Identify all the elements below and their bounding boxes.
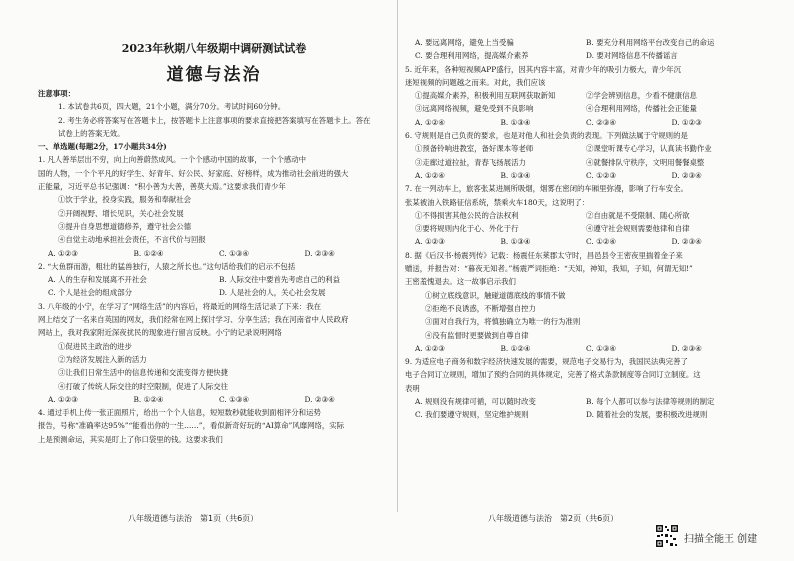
question-4 (38, 406, 390, 446)
question-4-options-line: C. 要合理利用网络，提高媒介素养 (415, 51, 529, 61)
question-7-line: 7. 在一列动车上，旅客张某进厕所吸烟，烟雾在密闭的车厢里弥漫，影响了行车安全。 (405, 184, 688, 194)
question-9 (405, 355, 757, 395)
question-3-options-line: B. ①②④ (133, 394, 164, 404)
question-8-line: 赠送，并报告对：“暮夜无知者。”杨震严词拒绝：“天知，神知，我知，子知，何谓无知!” (405, 264, 693, 274)
question-4-options-line: B. 要充分利用网络平台改变自己的命运 (586, 38, 715, 47)
question-6-options-line: C. ①②③ (586, 170, 616, 180)
question-7-items-line: ①不得损害其他公民的合法权利 (415, 210, 519, 220)
notes (38, 100, 390, 140)
question-5-items-line: ③远离网络视频，避免受到不良影响 (415, 104, 534, 114)
question-8-items-line: ④没有监督时更要做到自尊自律 (425, 330, 529, 340)
scanner-brand-label: 扫描全能王 创建 (684, 534, 758, 545)
notes-line: 1. 本试卷共6页，四大题，21个小题，满分70分。考试时间60分钟。 (58, 102, 286, 112)
question-1-options-line: C. ①③④ (219, 248, 249, 258)
page-2 (405, 0, 757, 510)
notes-line: 2. 考生务必将答案写在答题卡上，按答题卡上注意事项的要求直接把答案填写在答题卡上。答在 (58, 115, 371, 125)
question-5 (405, 63, 757, 90)
question-7-items (405, 209, 757, 236)
notes-title: 注意事项： (38, 89, 75, 98)
question-7-options-line: C. ①②④ (586, 237, 616, 247)
question-9-line: 表明 (405, 383, 420, 393)
question-9-options (405, 395, 757, 422)
question-2 (38, 260, 390, 273)
question-1-options-line: A. ①②③ (48, 248, 78, 258)
page-divider (397, 0, 398, 512)
question-2-options (38, 273, 390, 300)
question-6-options-line: D. ②③④ (671, 170, 702, 180)
question-3-items (38, 340, 390, 393)
question-8-options-line: C. ①③④ (586, 343, 616, 353)
question-3-items-line: ①促进民主政治的进步 (58, 341, 132, 351)
question-6-items-line: ②课堂听课专心学习，认真读书勤作业 (586, 144, 712, 154)
question-3-items-line: ③让我们日常生活中的信息传递和交流变得方便快捷 (58, 368, 228, 378)
question-6-options (405, 169, 757, 182)
question-7 (405, 182, 757, 209)
question-9-options-line: A. 规则没有规律可循，可以随时改变 (415, 397, 536, 407)
question-4-line: 报告，号称“准确率达95%”“能看出你的一生……”，看似新奇好玩的“AI算命”风靡网络，实际 (38, 421, 345, 431)
question-2-options-line: A. 人的生存和发展离不开社会 (48, 275, 147, 285)
question-4-options-line: D. 要对网络信息不传播谣言 (586, 51, 678, 61)
question-2-options-line: C. 个人是社会的组成部分 (48, 288, 132, 298)
question-5-options-line: B. ①③④ (500, 117, 531, 127)
question-6-line: 6. 守规则是自己负责的要求，也是对他人和社会负责的表现。下列做法属于守规则的是 (405, 131, 688, 141)
question-5-options (405, 116, 757, 129)
question-1-items (38, 193, 390, 246)
question-5-items (405, 89, 757, 116)
question-9-options-line: C. 我们要遵守规则，坚定维护规则 (415, 410, 529, 420)
question-3-options-line: C. ①③④ (219, 394, 249, 404)
question-9-line: 电子合同订立规则，增加了预约合同的具体规定，完善了格式条款制度等合同订立制度。这 (405, 370, 701, 380)
question-3-line: 3. 八年级的小宁，在学习了“网络生活”的内容后，将最近的网络生活记录了下来：我在 (38, 301, 322, 311)
question-6-items-line: ④就餐排队守秩序，文明用餐餐桌整 (586, 157, 705, 167)
question-5-options-line: A. ①②④ (415, 117, 445, 127)
question-8 (405, 249, 757, 289)
question-1-line: 国的人物，一个个平凡的好学生、好青年、好公民、好家庭、好榜样，成为推动社会前进的强大 (38, 168, 349, 178)
question-1-items-line: ①饮于学业，投身实践，服务和奉献社会 (58, 195, 192, 205)
question-5-items-line: ②学会辨别信息，少看不健康信息 (586, 91, 697, 101)
notes-line: 试卷上的答案无效。 (58, 128, 125, 138)
question-1-options (38, 247, 390, 260)
question-3-line: 网站上，我对我家附近深夜扰民的现象进行留言反映。小宁的记录说明网络 (38, 328, 282, 338)
question-1-items-line: ③提升自身思想道德修养，遵守社会公德 (58, 221, 192, 231)
question-3-options-line: D. ②③④ (304, 394, 335, 404)
question-3-items-line: ②为经济发展注入新的活力 (58, 354, 147, 364)
question-4-options (405, 36, 757, 63)
question-7-options-line: D. ②③④ (671, 237, 702, 247)
question-7-options (405, 235, 757, 248)
question-4-line: 4. 通过手机上传一张正面照片，给出一个个人信息，短短数秒就能收到面相评分和运势 (38, 408, 321, 418)
page-1 (38, 0, 390, 510)
subject-title: 道德与法治 (166, 65, 262, 85)
question-6-items (405, 142, 757, 169)
question-7-line: 张某被油入铁路征信系统，禁乘火车180天，这说明了： (405, 197, 590, 207)
question-6-items-line: ①预备铃响进教室，备好课本等老师 (415, 144, 534, 154)
question-8-options (405, 342, 757, 355)
question-1-line: 正能量，习近平总书记强调：“积小善为大善，善莫大焉。”这要求我们青少年 (38, 182, 286, 192)
question-1-options-line: D. ②③④ (304, 248, 335, 258)
question-9-options-line: B. 每个人都可以参与法律等规则的制定 (586, 397, 715, 407)
question-4-options-line: A. 要远离网络，避免上当受骗 (415, 38, 514, 47)
question-4-line: 上是预测命运，其实是盯上了你口袋里的钱。这要求我们 (38, 434, 223, 444)
exam-title: 2023年秋期八年级期中调研测试试卷 (121, 42, 307, 55)
question-2-line: 2. “大鱼群而游，粗壮的猛兽独行，人猿之所长也。”这句话给我们的启示不包括 (38, 261, 296, 271)
question-9-options-line: D. 随着社会的发展，要积极改进规则 (586, 410, 708, 420)
question-3 (38, 300, 390, 340)
question-3-options (38, 393, 390, 406)
question-8-options-line: D. ②③④ (671, 343, 702, 353)
question-8-items-line: ①树立底线意识，触碰道德底线的事情不做 (425, 290, 566, 300)
question-7-items-line: ④遵守社会规则需要他律和自律 (586, 224, 690, 234)
question-5-line: 迷短视频的问题越之而来。对此，我们应该 (405, 77, 546, 87)
question-8-options-line: A. ①②③ (415, 343, 445, 353)
question-1-line: 1. 凡人善举层出不穷，向上向善蔚然成风。一个个感动中国的故事，一个个感动中 (38, 155, 307, 165)
question-3-items-line: ④打破了传统人际交往的时空限制，促进了人际交往 (58, 381, 228, 391)
question-2-options-line: D. 人是社会的人，关心社会发展 (219, 288, 326, 298)
footer-page-1: 八年级道德与法治 第1页（共6页） (128, 514, 259, 523)
question-8-items (405, 289, 757, 342)
question-8-line: 王密羞愧退去。这一故事启示我们 (405, 277, 516, 287)
question-6-items-line: ③走廊过道拉扯，青春飞扬展活力 (415, 157, 526, 167)
question-3-options-line: A. ①②③ (48, 394, 78, 404)
question-5-items-line: ①提高媒介素养，积极利用互联网获取新知 (415, 91, 556, 101)
question-1-options-line: B. ①②④ (133, 248, 164, 258)
question-8-items-line: ③面对自我行为，将慎独确立为唯一的行为准则 (425, 317, 581, 327)
question-7-options-line: A. ①②③ (415, 237, 445, 247)
section-1-title: 一、单选题(每题2分，17小题共34分) (38, 142, 167, 152)
question-1 (38, 153, 390, 193)
question-7-items-line: ③要将规则内化于心、外化于行 (415, 224, 519, 234)
question-1-items-line: ④自觉主动地承担社会责任，不言代价与回报 (58, 235, 206, 245)
question-8-options-line: B. ①②④ (500, 343, 531, 353)
question-7-options-line: B. ①③④ (500, 237, 531, 247)
question-9-line: 9. 为适应电子商务和数字经济快速发展的需要，规范电子交易行为，我国民法典完善了 (405, 357, 688, 367)
question-5-options-line: D. ①②③ (671, 117, 702, 127)
question-1-items-line: ②开阔视野、增长见识，关心社会发展 (58, 208, 184, 218)
qr-code-icon (655, 524, 679, 548)
footer-page-2: 八年级道德与法治 第2页（共6页） (488, 514, 619, 523)
question-8-items-line: ②拒绝不良诱惑，不断增强自控力 (425, 303, 536, 313)
question-5-line: 5. 近年来，各种短视频APP盛行，因其内容丰富，对青少年的吸引力极大，青少年沉 (405, 64, 681, 74)
question-3-line: 网上结交了一名来自英国的网友，我们经常在网上探讨学习、分享生活；我在河南省中人民政府 (38, 315, 349, 325)
question-6-options-line: B. ①③④ (500, 170, 531, 180)
question-5-options-line: C. ②③④ (586, 117, 616, 127)
question-2-options-line: B. 人际交往中要首先考虑自己的利益 (219, 275, 340, 285)
question-7-items-line: ②自由就是不受限制、随心所欲 (586, 210, 690, 220)
question-8-line: 8. 据《后汉书·杨震列传》记载：杨震任东莱郡太守时，昌邑县令王密夜里揣着金子来 (405, 250, 683, 260)
question-6 (405, 129, 757, 142)
question-5-items-line: ④合理利用网络，传播社会正能量 (586, 104, 697, 114)
question-6-options-line: A. ①②④ (415, 170, 445, 180)
